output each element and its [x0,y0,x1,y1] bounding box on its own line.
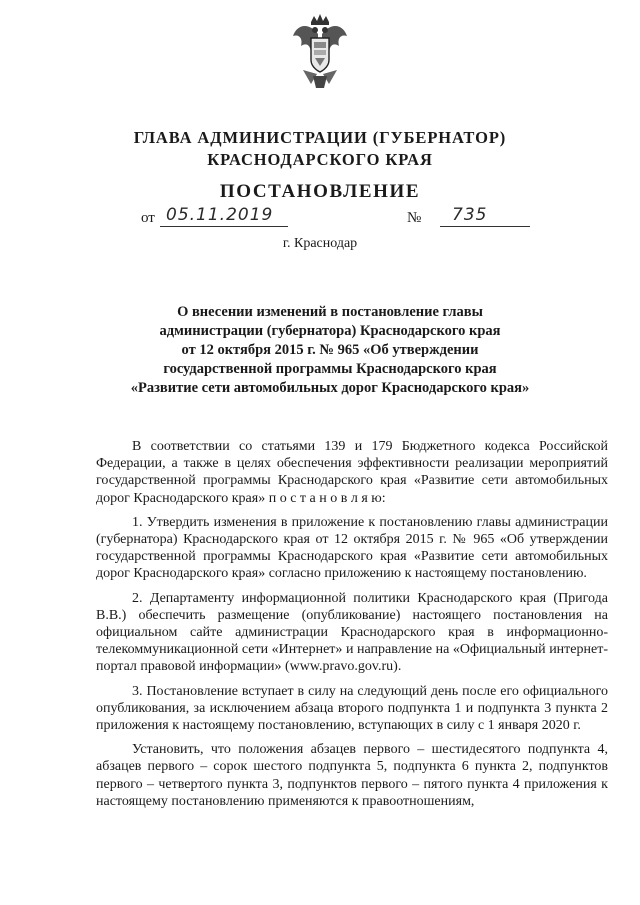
body-paragraph: 1. Утвердить изменения в приложение к постановлению главы администрации (губернатора) Краснодарского края от 12 октября 2015 г. № 965 «Об утверждении государственной программы Краснодарского края «Развитие сети автомобильных дорог Краснодарского края» согласно приложению к настоящему постановлению. [96,514,608,582]
number-prefix: № [407,210,422,226]
city-name: г. Краснодар [282,236,358,251]
org-title-line2: КРАСНОДАРСКОГО КРАЯ [207,150,433,169]
body-paragraph: Установить, что положения абзацев первого – шестидесятого подпункта 4, абзацев первого – сорок шестого подпункта 5, подпункта 6 пункта 2, подпунктов первого – четвертого пункта 3, подпунктов первого – пятого пункта 4 приложения к настоящему постановлению применяются к правоотношениям, [96,742,608,809]
date-underline [160,226,288,227]
body-paragraph: В соответствии со статьями 139 и 179 Бюджетного кодекса Российской Федерации, а также в целях обеспечения эффективности реализации мероприятий государственной программы Краснодарского края «Развитие сети автомобильных дорог Краснодарского края» п о с т а н о в л я ю: [96,439,608,506]
org-title-line1: ГЛАВА АДМИНИСТРАЦИИ (ГУБЕРНАТОР) [133,128,507,147]
date-prefix: от [141,210,155,226]
number-underline [440,226,530,227]
coat-of-arms-icon [291,12,349,90]
body-paragraph: 2. Департаменту информационной политики Краснодарского края (Пригода В.В.) обеспечить размещение (опубликование) настоящего постановления на официальном сайте администрации Краснодарского края в информационно-телекоммуникационной сети «Интернет» и направление на «Официальный интернет-портал правовой информации» (www.pravo.gov.ru). [96,590,608,675]
title-line: от 12 октября 2015 г. № 965 «Об утверждении [181,342,479,358]
title-line: «Развитие сети автомобильных дорог Краснодарского края» [130,380,530,396]
body-paragraph: 3. Постановление вступает в силу на следующий день после его официального опубликования, за исключением абзаца второго подпункта 1 и подпункта 3 пункта 2 приложения к настоящему постановлению, вступающих в силу с 1 января 2020 г. [96,683,608,734]
document-number: 735 [452,205,488,225]
title-line: О внесении изменений в постановление главы [177,304,483,320]
title-line: администрации (губернатора) Краснодарского края [159,323,501,339]
document-date: 05.11.2019 [166,205,274,225]
document-body [96,438,608,810]
document-title [80,303,580,398]
document-type: ПОСТАНОВЛЕНИЕ [219,181,421,202]
title-line: государственной программы Краснодарского края [163,361,497,377]
